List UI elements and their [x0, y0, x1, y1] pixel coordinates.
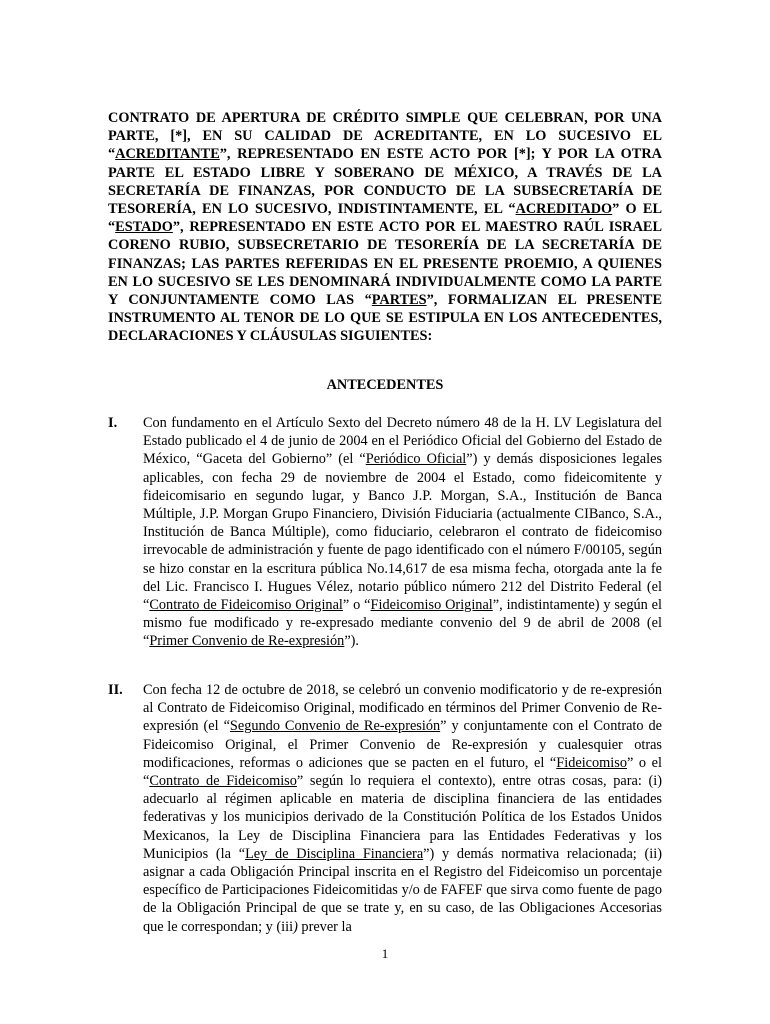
clause-body — [143, 681, 662, 936]
title-text: ” O EL “ — [108, 201, 662, 236]
defined-term-acreditante: ACREDITANTE — [115, 146, 220, 163]
page-number: 1 — [381, 946, 389, 961]
clause-text: ” o “ — [342, 597, 371, 614]
clause-text: Con fecha 12 de octubre de 2018, se celebró un convenio modificatorio y de re-expresión al Contrato de Fideicomiso Original, modificado en términos del Primer Convenio de Re-expresión (el “ — [143, 682, 662, 735]
defined-term-partes: PARTES — [371, 292, 427, 309]
clause-text: ”, indistintamente) y según el mismo fue modificado y re-expresado mediante convenio del 9 de abril de 2008 (el “ — [143, 597, 662, 650]
defined-term-acreditado: ACREDITADO — [515, 201, 613, 218]
clause-text: prever la — [297, 918, 352, 935]
title-text: ”, REPRESENTADO EN ESTE ACTO POR [*]; Y POR LA OTRA PARTE EL ESTADO LIBRE Y SOBERANO DE MÉXICO, A TRAVÉS DE LA SECRETARÍA DE FINANZAS, POR CONDUCTO DE LA SUBSECRETARÍA DE TESORERÍA, EN LO SUCESIVO, INDISTINTAMENTE, EL “ — [108, 146, 662, 218]
defined-term-estado: ESTADO — [115, 219, 173, 236]
clause-body — [143, 414, 662, 651]
clause-text: ” según lo requiera el contexto), entre otras cosas, para: (i) adecuarlo al régimen aplicable en materia de disciplina financiera de las entidades federativas y los municipios derivado de la Constitución Política de los Estados Unidos Mexicanos, la Ley de Disciplina Financiera para las Entidades Federativas y los Municipios (la “ — [143, 773, 662, 862]
title-text: ”, FORMALIZAN EL PRESENTE INSTRUMENTO AL TENOR DE LO QUE SE ESTIPULA EN LOS ANTECEDENTES, DECLARACIONES Y CLÁUSULAS SIGUIENTES: — [108, 292, 662, 345]
title-text: CONTRATO DE APERTURA DE CRÉDITO SIMPLE QUE CELEBRAN, POR UNA PARTE, [*], EN SU CALIDAD DE ACREDITANTE, EN LO SUCESIVO EL “ — [108, 110, 662, 163]
clause-text: Con fundamento en el Artículo Sexto del Decreto número 48 de la H. LV Legislatura del Estado publicado el 4 de junio de 2004 en el Periódico Oficial del Gobierno del Estado de México, “Gaceta del Gobierno” (el “ — [143, 415, 662, 468]
defined-term-segundo-convenio: Segundo Convenio de Re-expresión — [229, 718, 441, 735]
defined-term-contrato-fideicomiso-original: Contrato de Fideicomiso Original — [149, 597, 343, 614]
clause-text: ”). — [344, 633, 359, 650]
defined-term-primer-convenio: Primer Convenio de Re-expresión — [149, 633, 345, 650]
clause-i — [108, 414, 662, 651]
clause-text-italic: ) — [293, 918, 298, 935]
defined-term-fideicomiso-original: Fideicomiso Original — [370, 597, 493, 614]
defined-term-ley-disciplina-financiera: Ley de Disciplina Financiera — [245, 845, 424, 862]
clause-text: ”) y demás normativa relacionada; (ii) asignar a cada Obligación Principal inscrita en el Registro del Fideicomiso un porcentaje específico de Participaciones Fideicomitidas y/o de FAFEF que sirva como fuente de pago de la Obligación Principal de que se trate y, en su caso, de las Obligaciones Accesorias que le correspondan; y (iii — [143, 845, 663, 935]
defined-term-fideicomiso: Fideicomiso — [556, 754, 627, 771]
clause-number: II. — [108, 682, 123, 698]
defined-term-periodico-oficial: Periódico Oficial — [365, 451, 467, 468]
clause-ii — [108, 681, 662, 936]
clause-number: I. — [108, 415, 118, 431]
defined-term-contrato-fideicomiso: Contrato de Fideicomiso — [149, 773, 297, 790]
title-text: ”, REPRESENTADO EN ESTE ACTO POR EL MAESTRO RAÚL ISRAEL CORENO RUBIO, SUBSECRETARIO DE TESORERÍA DE LA SECRETARÍA DE FINANZAS; LAS PARTES REFERIDAS EN EL PRESENTE PROEMIO, A QUIENES EN LO SUCESIVO SE LES DENOMINARÁ INDIVIDUALMENTE COMO LA PARTE Y CONJUNTAMENTE COMO LAS “ — [108, 219, 662, 309]
clause-text: ” o el “ — [143, 754, 662, 790]
clause-text: ” y conjuntamente con el Contrato de Fideicomiso Original, el Primer Convenio de Re-expresión y cualesquier otras modificaciones, reformas o adiciones que se pacten en el futuro, el “ — [143, 718, 663, 771]
clause-text: ”) y demás disposiciones legales aplicables, con fecha 29 de noviembre de 2004 el Estado, como fideicomitente y fideicomisario en segundo lugar, y Banco J.P. Morgan, S.A., Institución de Banca Múltiple, J.P. Morgan Grupo Financiero, División Fiduciaria (actualmente CIBanco, S.A., Institución de Banca Múltiple), como fiduciario, celebraron el contrato de fideicomiso irrevocable de administración y fuente de pago identificado con el número F/00105, según se hizo constar en la escritura pública No.14,617 de esa misma fecha, otorgada ante la fe del Lic. Francisco I. Hugues Vélez, notario público número 212 del Distrito Federal (el “ — [143, 451, 663, 614]
section-heading: ANTECEDENTES — [326, 377, 444, 393]
contract-title — [108, 109, 662, 346]
